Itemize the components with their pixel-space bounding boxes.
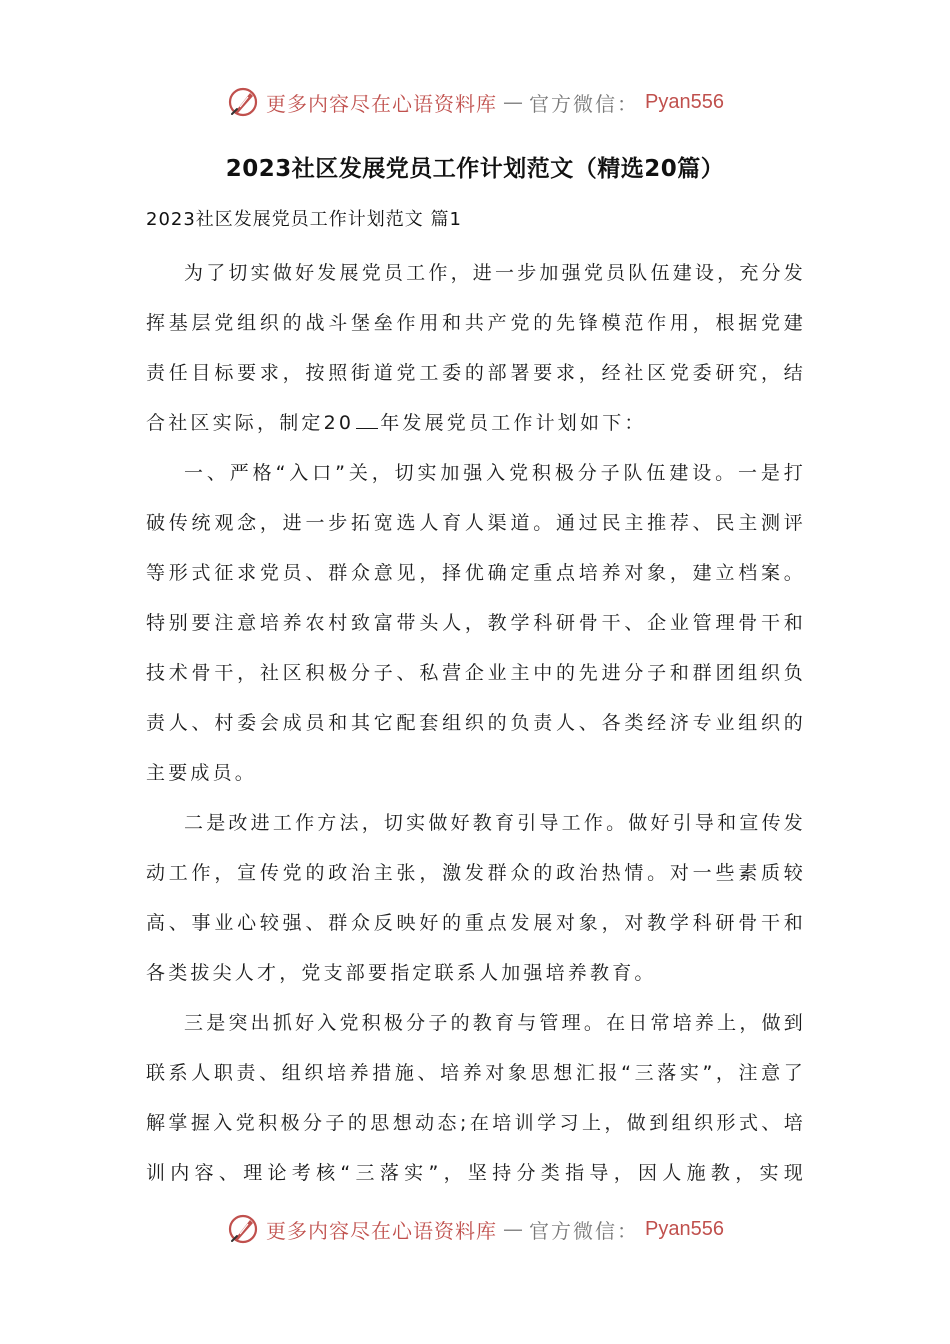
paragraph-3: 三是突出抓好入党积极分子的教育与管理。在日常培养上，做到联系人职责、组织培养措施、培养对象思想汇报“三落实”，注意了解掌握入党积极分子的思想动态;在培训学习上，做到组织形式、培训内容、理论考核“三落实”，坚持分类指导，因人施教，实现 [146, 1012, 806, 1184]
watermark-wechat-label: 官方微信： [529, 91, 640, 116]
watermark-footer [0, 1209, 950, 1249]
watermark-wechat-label: 官方微信： [529, 1218, 640, 1243]
quill-pen-circle-icon [226, 85, 260, 119]
watermark-text: 更多内容尽在心语资料库 [266, 91, 498, 116]
paragraph-intro [146, 248, 806, 448]
paragraph-intro-text: 为了切实做好发展党员工作，进一步加强党员队伍建设，充分发挥基层党组织的战斗堡垒作用和共产党的先锋模范作用，根据党建责任目标要求，按照街道党工委的部署要求，经社区党委研究，结合社区实际，制定20 [146, 262, 806, 434]
paragraph-intro-text-end: 年发展党员工作计划如下： [380, 412, 647, 434]
watermark-dash: — [503, 1217, 524, 1241]
watermark-wechat-id: Pyan556 [645, 90, 724, 113]
watermark-wechat-id: Pyan556 [645, 1217, 724, 1240]
watermark-header [0, 82, 950, 122]
year-blank [356, 410, 378, 429]
document-body [146, 248, 806, 1198]
quill-pen-circle-icon [226, 1212, 260, 1246]
paragraph-2: 二是改进工作方法，切实做好教育引导工作。做好引导和宣传发动工作，宣传党的政治主张，激发群众的政治热情。对一些素质较高、事业心较强、群众反映好的重点发展对象，对教学科研骨干和各类拔尖人才，党支部要指定联系人加强培养教育。 [146, 812, 806, 984]
document-title: 2023社区发展党员工作计划范文（精选20篇） [225, 156, 725, 182]
watermark-text: 更多内容尽在心语资料库 [266, 1218, 498, 1243]
section-heading: 2023社区发展党员工作计划范文 篇1 [146, 209, 462, 230]
watermark-dash: — [503, 90, 524, 114]
paragraph-1: 一、严格“入口”关，切实加强入党积极分子队伍建设。一是打破传统观念，进一步拓宽选人育人渠道。通过民主推荐、民主测评等形式征求党员、群众意见，择优确定重点培养对象，建立档案。特别要注意培养农村致富带头人，教学科研骨干、企业管理骨干和技术骨干，社区积极分子、私营企业主中的先进分子和群团组织负责人、村委会成员和其它配套组织的负责人、各类经济专业组织的主要成员。 [146, 462, 806, 784]
